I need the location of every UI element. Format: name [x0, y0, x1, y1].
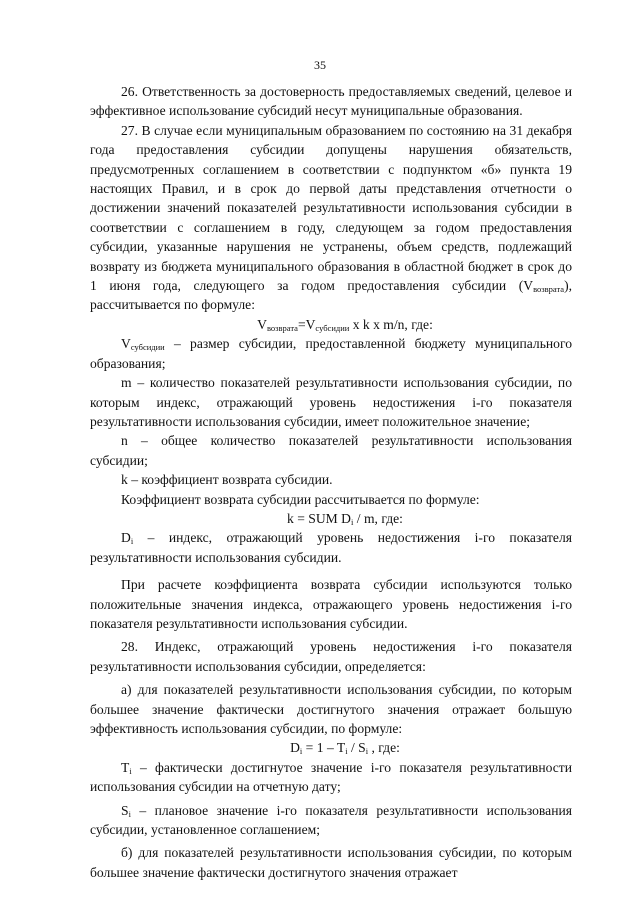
paragraph-28b: б) для показателей результативности использования субсидии, по которым большее значение фактически достигнутого значения отражает [90, 845, 572, 880]
paragraph-27-tail: ), рассчитывается по формуле: [90, 278, 572, 313]
definition-m: m – количество показателей результативности использования субсидии, по которым индекс, отражающий уровень недостижения i-го показателя результативности использования субсидии, имеет положительное значение; [90, 375, 572, 429]
formula1-sub-subsidy: субсидии [315, 322, 350, 333]
def-di-text: – индекс, отражающий уровень недостижения i-го показателя результативности использования субсидии. [90, 530, 572, 565]
definition-si [90, 801, 572, 840]
formula3-tail: , где: [368, 740, 400, 756]
paragraph-27-open: (V [518, 278, 534, 294]
def-vsub-text: – размер субсидии, предоставленной бюджету муниципального образования; [90, 336, 572, 371]
def-si-sub: i [128, 808, 131, 819]
formula1-tail: x k x m/n, где: [349, 316, 433, 332]
definition-k: k – коэффициент возврата субсидии. [121, 472, 333, 488]
formula-di [90, 738, 572, 757]
formula1-sub-return: возврата [266, 322, 298, 333]
formula3-sub-s: i [365, 746, 369, 757]
def-di-sub: i [130, 536, 134, 547]
formula-return-volume [90, 315, 572, 334]
document-body [90, 82, 572, 882]
def-ti-text: – фактически достигнутое значение i-го показателя результативности использования субсидии на отчетную дату; [90, 759, 572, 795]
def-di-d: D [121, 530, 131, 546]
paragraph-27 [90, 121, 572, 315]
formula3-mid: = 1 – T [302, 740, 346, 756]
def-si-s: S [121, 802, 129, 818]
k-formula-intro: Коэффициент возврата субсидии рассчитывается по формуле: [121, 491, 480, 507]
def-vsub-v: V [121, 336, 131, 352]
definition-v-subsidy [90, 334, 572, 373]
def-ti-t: T [121, 759, 130, 775]
formula3-sub-t: i [345, 746, 348, 757]
formula1-eq: =V [297, 316, 316, 332]
def-ti-sub: i [129, 765, 132, 776]
definition-di [90, 528, 572, 567]
formula1-v: V [257, 316, 267, 332]
def-si-text: – плановое значение i-го показателя результативности использования субсидии, установленное соглашением; [90, 802, 572, 838]
formula3-sub-d: i [299, 746, 303, 757]
paragraph-26: 26. Ответственность за достоверность предоставляемых сведений, целевое и эффективное использование субсидий несут муниципальные образования. [90, 84, 572, 119]
page-number: 35 [314, 58, 326, 72]
formula-k [90, 509, 572, 528]
paragraph-27-sub: возврата [533, 284, 565, 295]
formula2-lead: k = SUM D [287, 510, 351, 526]
formula2-sub: i [351, 516, 354, 527]
paragraph-28a: а) для показателей результативности использования субсидии, по которым большее значение фактически достигнутого значения отражает большую эффективность использования субсидии, по формуле: [90, 682, 572, 736]
definition-ti [90, 758, 572, 797]
formula2-tail: / m, где: [353, 510, 403, 526]
formula3-slash: / S [347, 740, 366, 756]
formula3-d: D [290, 740, 300, 756]
calculation-note: При расчете коэффициента возврата субсидии используются только положительные значения индекса, отражающего уровень недостижения i-го показателя результативности использования субсидии. [90, 577, 572, 631]
paragraph-27-text: 27. В случае если муниципальным образованием по состоянию на 31 декабря года предоставления субсидии допущены нарушения обязательств, предусмотренных соглашением в соответствии с подпунктом «б» пункта 19 настоящих Правил, и в срок до первой даты представления отчетности о достижении значений показателей результативности использования субсидии в соответствии с соглашением в году, следующем за годом предоставления субсидии, указанные нарушения не устранены, объем средств, подлежащий возврату из бюджета муниципального образования в областной бюджет в срок до 1 июня года, следующего за годом предоставления субсидии [90, 122, 572, 294]
paragraph-28: 28. Индекс, отражающий уровень недостижения i-го показателя результативности использования субсидии, определяется: [90, 639, 572, 674]
definition-n: n – общее количество показателей результативности использования субсидии; [90, 433, 572, 468]
def-vsub-sub: субсидии [130, 342, 165, 353]
